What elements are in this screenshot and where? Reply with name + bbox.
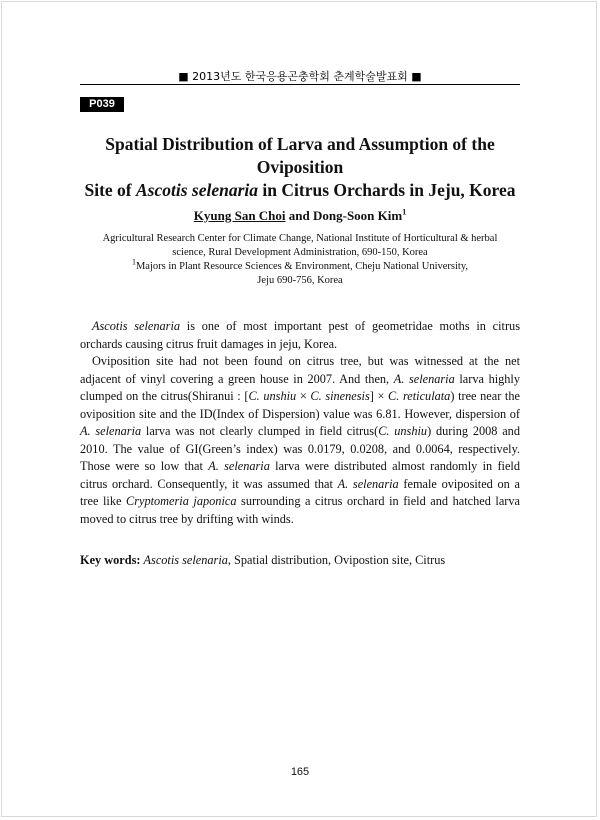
paper-id-badge: P039 [80,97,124,112]
title-species: Ascotis selenaria [136,180,259,200]
affiliations [80,232,520,288]
abstract-text: larva was not clearly clumped in field citrus( [141,424,379,438]
affiliation-line2: science, Rural Development Administration, 690-150, Korea [172,247,428,258]
author-line [80,208,520,224]
abstract-text: × [296,389,311,403]
author-connector: and [285,208,313,223]
affiliation-sup: 1 [131,257,136,267]
keywords-rest: , Spatial distribution, Ovipostion site, Citrus [227,553,446,567]
species-name: C. unshiu [248,389,297,403]
paper-title [60,133,540,202]
species-name: Ascotis selenaria [92,319,181,333]
author-2-sup: 1 [402,207,407,217]
title-line1: Spatial Distribution of Larva and Assumption of the Oviposition [105,134,495,177]
author-1: Kyung San Choi [193,208,286,223]
abstract-text: is one of most important pest of geometridae moths in citrus orchards causing citrus fruit damages in jeju, Korea. [80,319,520,351]
species-name: A. selenaria [208,459,270,473]
affiliation-line4: Jeju 690-756, Korea [257,275,343,286]
title-line2-pre: Site of [84,180,136,200]
abstract-text: ) during 2008 and 2010. The value of GI(Green’s index) was 0.0179, 0.0208, and 0.0064, respectively. Those were so low that [80,424,520,473]
affiliation-line1: Agricultural Research Center for Climate Change, National Institute of Horticultural & herbal [102,233,498,244]
abstract-text: ) tree near the oviposition site and the ID(Index of Dispersion) value was 6.81. However, dispersion of [80,389,520,421]
keywords [80,552,520,570]
abstract-paragraph-2 [80,353,520,528]
abstract-text: Oviposition site had not been found on citrus tree, but was witnessed at the net adjacent of vinyl covering a green house in 2007. And then, [80,354,520,386]
author-2: Dong-Soon Kim [313,208,403,223]
abstract-text: larva highly clumped on the citrus(Shiranui : [ [80,371,520,403]
affiliation-line3: Majors in Plant Resource Sciences & Environment, Cheju National University, [135,261,469,272]
species-name: C. reticulata [388,389,451,403]
species-name: C. sinenesis [310,389,370,403]
species-name: A. selenaria [393,371,455,386]
running-header: ■ 2013년도 한국응용곤충학회 춘계학술발표회 ■ [178,70,422,83]
abstract-text: ] × [369,389,389,403]
species-name: A. selenaria [337,476,399,491]
abstract-paragraph-1 [80,318,520,353]
page-number: 165 [290,766,310,778]
abstract [80,318,520,528]
keywords-species: Ascotis selenaria [143,553,228,567]
abstract-text: larva were distributed almost randomly in field citrus orchard. Consequently, it was assumed that [80,459,520,491]
abstract-text: surrounding a citrus orchard in field and hatched larva moved to citrus tree by drifting with winds. [80,494,521,526]
title-line2-post: in Citrus Orchards in Jeju, Korea [258,180,516,200]
species-name: A. selenaria [80,424,142,438]
keywords-label: Key words: [80,553,141,567]
species-name: C. unshiu [378,424,428,438]
species-name: Cryptomeria japonica [126,494,237,508]
header-rule [80,84,520,85]
abstract-text: female oviposited on a tree like [80,476,520,508]
